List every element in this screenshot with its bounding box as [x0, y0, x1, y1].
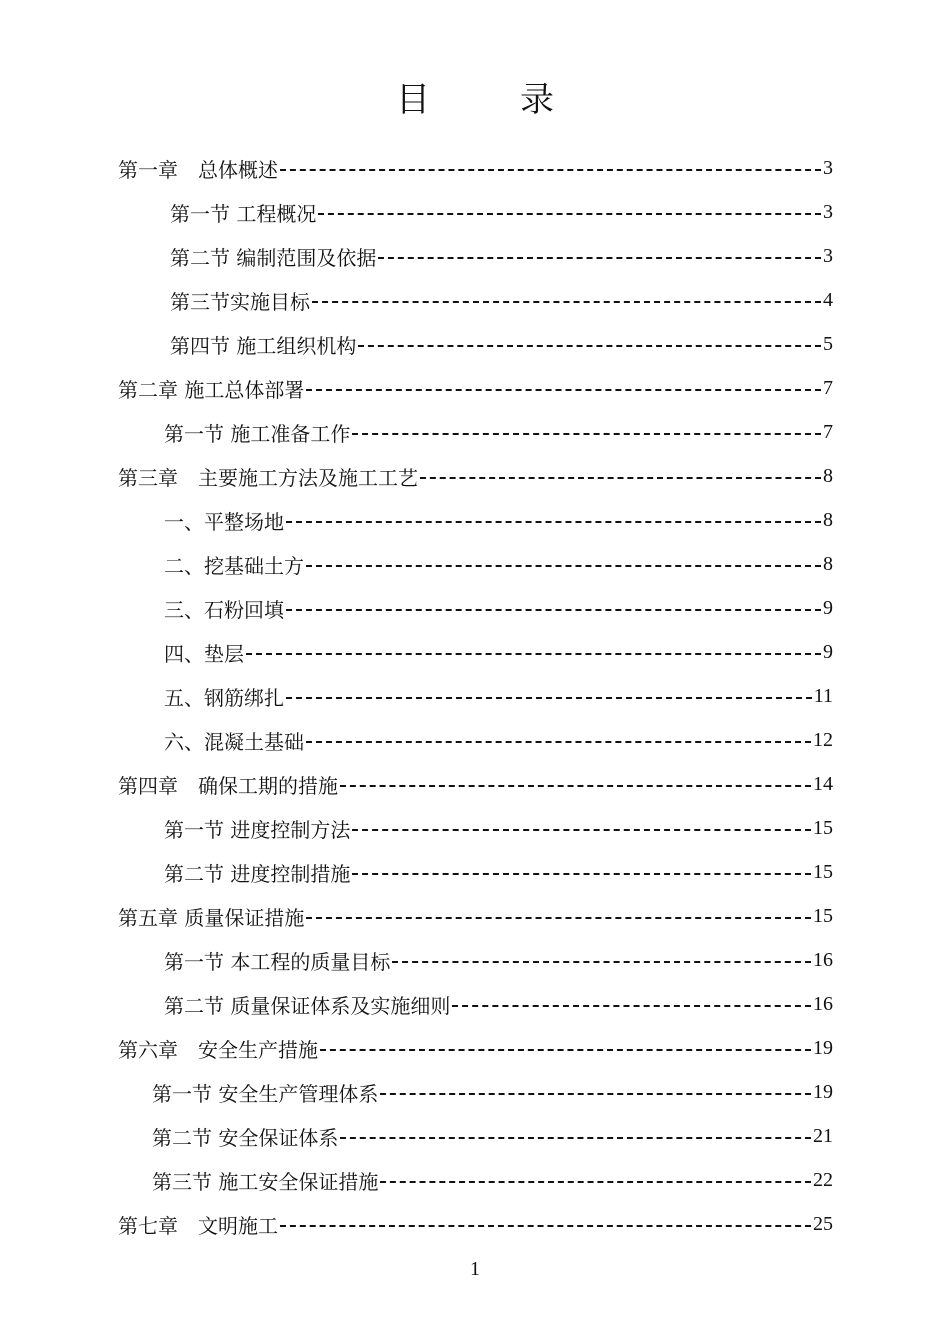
toc-entry-page: 16 [813, 992, 833, 1015]
toc-entry-page: 3 [823, 244, 833, 267]
toc-entry-page: 7 [823, 420, 833, 443]
dot-leader [306, 389, 821, 391]
dot-leader [280, 1225, 811, 1227]
toc-entry-label: 第四章 确保工期的措施 [118, 773, 338, 798]
toc-entry-page: 3 [823, 200, 833, 223]
toc-entry-page: 9 [823, 596, 833, 619]
toc-entry-label: 第五章 质量保证措施 [118, 905, 305, 930]
toc-entry-page: 19 [813, 1080, 833, 1103]
toc-entry[interactable] [164, 938, 833, 982]
toc-entry-label: 第三节 施工安全保证措施 [152, 1169, 379, 1194]
toc-entry-label: 第一节 安全生产管理体系 [152, 1081, 379, 1106]
toc-entry[interactable] [164, 674, 833, 718]
toc-entry-label: 第二节 质量保证体系及实施细则 [164, 993, 451, 1018]
toc-entry-label: 六、混凝土基础 [164, 729, 304, 754]
toc-entry-page: 22 [813, 1168, 833, 1191]
dot-leader [306, 917, 811, 919]
toc-entry[interactable] [164, 982, 833, 1026]
toc-entry[interactable] [164, 586, 833, 630]
toc-entry-page: 14 [813, 772, 833, 795]
dot-leader [286, 609, 821, 611]
toc-entry[interactable] [118, 1202, 833, 1246]
toc-entry[interactable] [164, 718, 833, 762]
toc-entry[interactable] [170, 234, 833, 278]
toc-entry-page: 8 [823, 508, 833, 531]
toc-entry-page: 9 [823, 640, 833, 663]
dot-leader [420, 477, 821, 479]
dot-leader [340, 785, 811, 787]
toc-entry-page: 8 [823, 464, 833, 487]
toc-entry-page: 15 [813, 860, 833, 883]
dot-leader [358, 345, 821, 347]
toc-entry-label: 第一节 工程概况 [170, 201, 317, 226]
dot-leader [280, 169, 821, 171]
toc-entry-label: 第三节实施目标 [170, 289, 310, 314]
toc-entry[interactable] [164, 806, 833, 850]
toc-entry-label: 第一节 进度控制方法 [164, 817, 351, 842]
toc-entry-page: 4 [823, 288, 833, 311]
dot-leader [340, 1137, 811, 1139]
toc-entry[interactable] [170, 190, 833, 234]
dot-leader [452, 1005, 811, 1007]
toc-entry-label: 第六章 安全生产措施 [118, 1037, 318, 1062]
toc-entry-label: 第二节 编制范围及依据 [170, 245, 377, 270]
toc-entry-label: 第二节 安全保证体系 [152, 1125, 339, 1150]
toc-entry[interactable] [152, 1158, 833, 1202]
dot-leader [320, 1049, 811, 1051]
toc-entry-page: 3 [823, 156, 833, 179]
toc-entry-page: 7 [823, 376, 833, 399]
toc-entry[interactable] [170, 278, 833, 322]
dot-leader [352, 433, 821, 435]
toc-entry-page: 25 [813, 1212, 833, 1235]
toc-entry[interactable] [118, 366, 833, 410]
toc-entry-label: 第一节 本工程的质量目标 [164, 949, 391, 974]
title-char-2: 录 [520, 80, 554, 120]
dot-leader [392, 961, 811, 963]
toc-entry-label: 第三章 主要施工方法及施工工艺 [118, 465, 418, 490]
toc-entry-page: 15 [813, 904, 833, 927]
toc-entry-page: 5 [823, 332, 833, 355]
toc-entry-page: 19 [813, 1036, 833, 1059]
toc-entry-page: 12 [813, 728, 833, 751]
toc-entry[interactable] [164, 542, 833, 586]
dot-leader [286, 521, 821, 523]
toc-entry[interactable] [152, 1114, 833, 1158]
toc-entry-label: 五、钢筋绑扎 [164, 685, 284, 710]
toc-entry-label: 第七章 文明施工 [118, 1213, 278, 1238]
toc-entry-label: 第二章 施工总体部署 [118, 377, 305, 402]
dot-leader [380, 1093, 811, 1095]
toc-entry[interactable] [170, 322, 833, 366]
toc-entry[interactable] [118, 454, 833, 498]
toc-entry-label: 三、石粉回填 [164, 597, 284, 622]
toc-entry-page: 11 [813, 684, 833, 707]
toc-entry[interactable] [164, 498, 833, 542]
toc-entry-label: 第一章 总体概述 [118, 157, 278, 182]
toc-entry[interactable] [118, 762, 833, 806]
dot-leader [318, 213, 821, 215]
toc-entry-label: 四、垫层 [164, 641, 244, 666]
dot-leader [306, 565, 821, 567]
toc-entry-label: 二、挖基础土方 [164, 553, 304, 578]
toc-entry[interactable] [152, 1070, 833, 1114]
toc-entry[interactable] [164, 630, 833, 674]
toc-entry-page: 21 [813, 1124, 833, 1147]
toc-entry-page: 16 [813, 948, 833, 971]
toc-entry[interactable] [118, 146, 833, 190]
dot-leader [286, 697, 812, 699]
page-number: 1 [470, 1258, 480, 1280]
toc-entry[interactable] [118, 894, 833, 938]
toc-entry-label: 一、平整场地 [164, 509, 284, 534]
toc-entry-label: 第一节 施工准备工作 [164, 421, 351, 446]
toc-entry[interactable] [118, 1026, 833, 1070]
dot-leader [312, 301, 821, 303]
page-title [0, 72, 950, 121]
dot-leader [306, 741, 811, 743]
dot-leader [378, 257, 821, 259]
toc-entry[interactable] [164, 850, 833, 894]
dot-leader [380, 1181, 811, 1183]
toc-entry-label: 第二节 进度控制措施 [164, 861, 351, 886]
toc-entry-page: 15 [813, 816, 833, 839]
toc-entry-page: 8 [823, 552, 833, 575]
toc-entry[interactable] [164, 410, 833, 454]
toc-entry-label: 第四节 施工组织机构 [170, 333, 357, 358]
dot-leader [352, 829, 811, 831]
dot-leader [352, 873, 811, 875]
title-char-1: 目 [396, 80, 430, 120]
dot-leader [246, 653, 821, 655]
